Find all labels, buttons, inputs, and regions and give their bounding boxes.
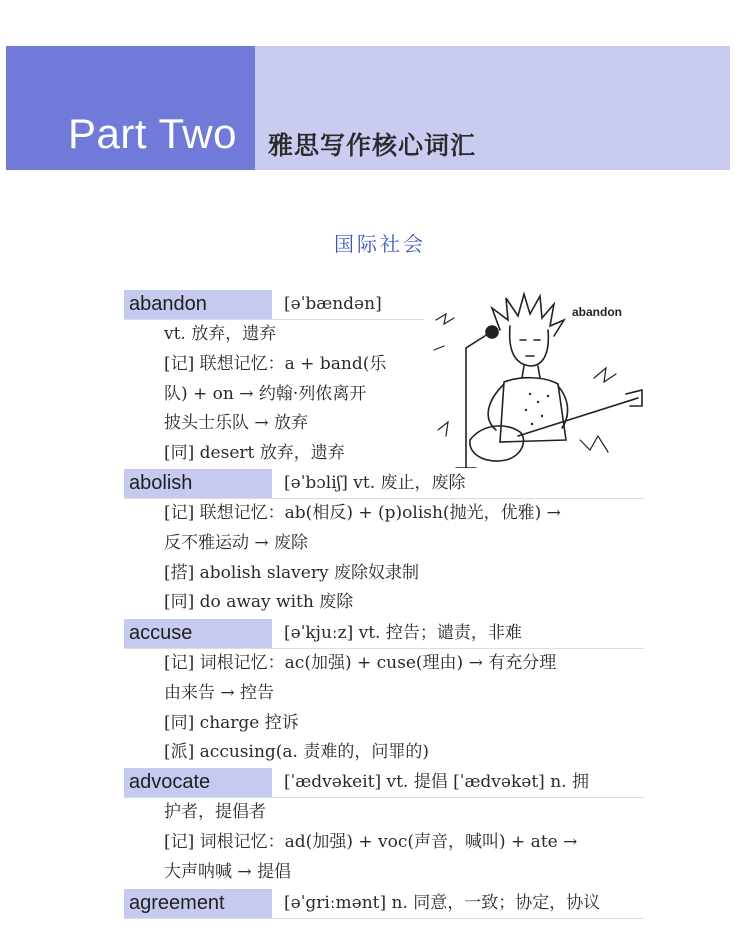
entry-word: abolish xyxy=(124,469,272,498)
entry-line: [记] 词根记忆：ac(加强) + cuse(理由) → 有充分理 xyxy=(164,653,557,673)
entry-line: [搭] abolish slavery 废除奴隶制 xyxy=(164,562,419,583)
entry-line: 大声呐喊 → 提倡 xyxy=(164,861,292,882)
entry-accuse xyxy=(124,619,644,768)
entry-head: [əˈbɔliʃ] vt. 废止，废除 xyxy=(284,473,466,493)
entry-line: [记] 联想记忆：ab(相反) + (p)olish(抛光，优雅) → xyxy=(164,503,561,523)
word-bar xyxy=(124,290,424,320)
word-bar xyxy=(124,889,644,919)
entry-line: 护者，提倡者 xyxy=(164,802,266,822)
entry-abandon xyxy=(124,290,644,469)
section-title: 国际社会 xyxy=(334,232,426,256)
entry-line: [记] 联想记忆：a + band(乐 xyxy=(164,353,387,374)
entry-head: [əˈgriːmənt] n. 同意，一致；协定，协议 xyxy=(284,893,601,913)
entry-word: agreement xyxy=(124,889,272,918)
illustration-label: abandon xyxy=(572,305,622,319)
part-subtitle: 雅思写作核心词汇 xyxy=(268,131,477,160)
entry-line: 反不雅运动 → 废除 xyxy=(164,532,309,553)
entry-line: [同] do away with 废除 xyxy=(164,592,354,613)
entry-word: advocate xyxy=(124,768,272,797)
word-bar xyxy=(124,469,644,499)
word-bar xyxy=(124,619,644,649)
entry-line: [同] charge 控诉 xyxy=(164,712,299,733)
entry-line: vt. 放弃，遗弃 xyxy=(164,324,277,344)
entry-line: [同] desert 放弃，遗弃 xyxy=(164,443,345,464)
entry-abolish xyxy=(124,469,644,618)
entry-advocate xyxy=(124,768,644,887)
entry-head: [ˈædvəkeit] vt. 提倡 [ˈædvəkət] n. 拥 xyxy=(284,772,589,792)
entry-word: abandon xyxy=(124,290,272,319)
word-bar xyxy=(124,768,644,798)
entry-line: 披头士乐队 → 放弃 xyxy=(164,413,309,434)
entry-agreement xyxy=(124,889,644,919)
entry-line: [记] 词根记忆：ad(加强) + voc(声音，喊叫) + ate → xyxy=(164,831,578,852)
entry-line: 队) + on → 约翰·列侬离开 xyxy=(164,383,367,404)
entry-line: [派] accusing(a. 责难的，问罪的) xyxy=(164,742,429,763)
entry-head: [əˈbændən] xyxy=(284,294,382,314)
part-title: Part Two xyxy=(68,110,237,157)
entry-word: accuse xyxy=(124,619,272,648)
entry-line: 由来告 → 控告 xyxy=(164,682,275,703)
entry-head: [əˈkjuːz] vt. 控告；谴责，非难 xyxy=(284,623,522,643)
